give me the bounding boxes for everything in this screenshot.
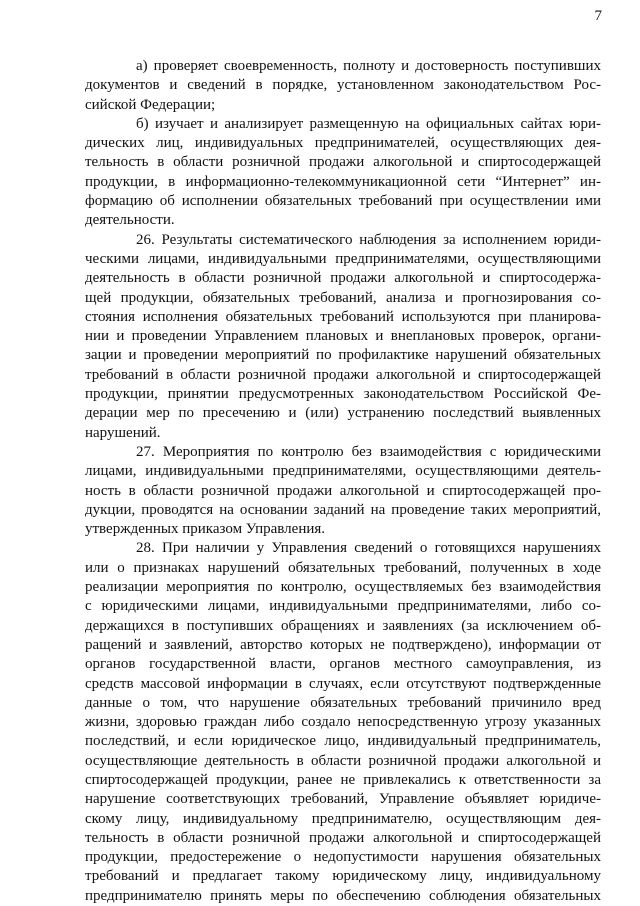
text-line: нии и проведении Управлением плановых и внеплановых проверок, органи- [85, 328, 601, 345]
text-line: органов государственной власти, органов местного самоуправления, из [85, 656, 601, 673]
text-line: продукции, в информационно-телекоммуникационной сети “Интернет” ин- [85, 173, 601, 190]
text-line: осуществляющие деятельность в области розничной продажи алкогольной и [85, 752, 601, 769]
text-line: средств массовой информации в случаях, если отсутствуют подтвержденные [85, 675, 601, 692]
text-line: сийской Федерации; [85, 96, 216, 113]
text-line: реализации мероприятия по контролю, осуществляемых без взаимодействия [85, 579, 601, 596]
text-line: нарушение соответствующих требований, Управление объявляет юридиче- [85, 791, 601, 808]
text-line: ращений и заявлений, авторство которых не подтверждено), информации от [85, 636, 601, 653]
text-line: деятельности. [85, 212, 175, 229]
text-line: щей продукции, обязательных требований, анализа и прогнозирования со- [85, 289, 601, 306]
document-body [85, 57, 601, 906]
text-line: держащихся в поступивших обращениях и заявлениях (за исключением об- [85, 617, 601, 634]
text-line: последствий, и если юридическое лицо, индивидуальный предприниматель, [85, 733, 601, 750]
text-line: продукции, предостережение о недопустимости нарушения обязательных [85, 849, 601, 866]
text-line: требований и предлагает такому юридическому лицу, индивидуальному [85, 868, 601, 885]
text-line: б) изучает и анализирует размещенную на официальных сайтах юри- [136, 115, 601, 132]
text-line: продукции, принятии предусмотренных законодательством Российской Фе- [85, 386, 601, 403]
text-line: с юридическими лицами, индивидуальными предпринимателями, либо со- [85, 598, 601, 615]
text-line: лицами, индивидуальными предпринимателями, осуществляющими деятель- [85, 463, 601, 480]
text-line: скому лицу, индивидуальному предпринимателю, осуществляющим дея- [85, 810, 601, 827]
text-line: тельность в области розничной продажи алкогольной и спиртосодержащей [85, 154, 601, 171]
text-line: утвержденных приказом Управления. [85, 521, 326, 538]
text-line: требований в области розничной продажи алкогольной и спиртосодержащей [85, 366, 601, 383]
text-line: деятельность в области розничной продажи алкогольной и спиртосодержа- [85, 270, 601, 287]
text-line: дукции, проводятся на основании заданий на проведение таких мероприятий, [85, 501, 601, 518]
text-line: 26. Результаты систематического наблюдения за исполнением юриди- [136, 231, 601, 248]
text-line: документов и сведений в порядке, установленном законодательством Рос- [85, 77, 601, 94]
text-line: зации и проведении мероприятий по профилактике нарушений обязательных [85, 347, 601, 364]
text-line: ческими лицами, индивидуальными предпринимателями, осуществляющими [85, 250, 601, 267]
text-line: дерации мер по пресечению и (или) устранению последствий выявленных [85, 405, 601, 422]
text-line: нарушений. [85, 424, 161, 441]
text-line: тельность в области розничной продажи алкогольной и спиртосодержащей [85, 829, 601, 846]
text-line: 27. Мероприятия по контролю без взаимодействия с юридическими [136, 443, 601, 460]
page-number: 7 [594, 8, 602, 24]
text-line: жизни, здоровью граждан либо создало непосредственную угрозу указанных [85, 714, 601, 731]
text-line: предпринимателю принять меры по обеспечению соблюдения обязательных [85, 887, 601, 904]
text-line: ность в области розничной продажи алкогольной и спиртосодержащей про- [85, 482, 601, 499]
text-line: 28. При наличии у Управления сведений о готовящихся нарушениях [136, 540, 601, 557]
text-line: или о признаках нарушений обязательных требований, полученных в ходе [85, 559, 601, 576]
text-line: а) проверяет своевременность, полноту и достоверность поступивших [136, 58, 601, 74]
text-line: дических лиц, индивидуальных предпринимателей, осуществляющих дея- [85, 135, 601, 152]
text-line: спиртосодержащей продукции, ранее не привлекались к ответственности за [85, 771, 601, 788]
text-line: формацию об исполнении обязательных требований при осуществлении ими [85, 193, 601, 210]
text-line: стояния исполнения обязательных требований используются при планирова- [85, 308, 601, 325]
text-line: данные о том, что нарушение обязательных требований причинило вред [85, 694, 601, 711]
